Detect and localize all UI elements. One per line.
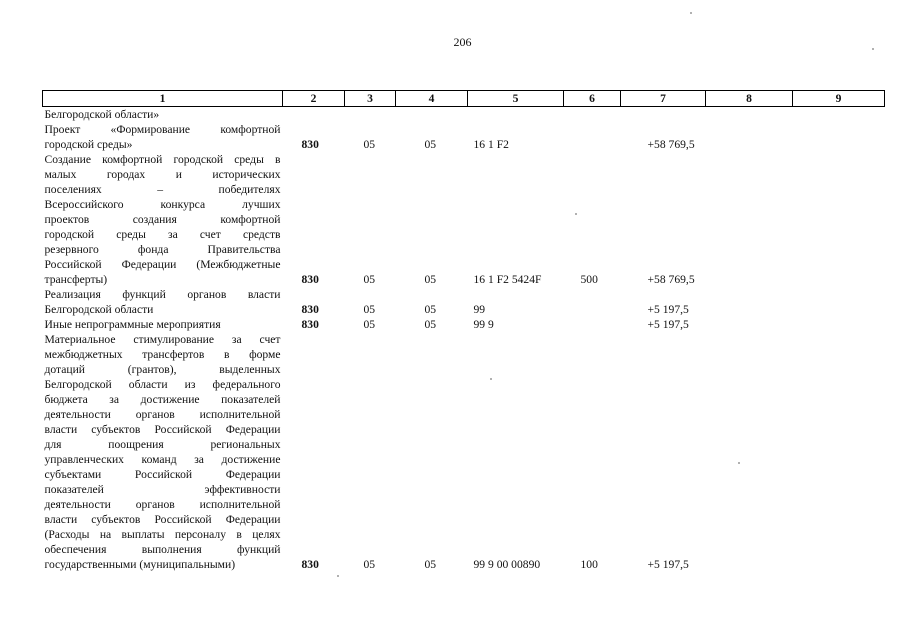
cell-c7: +58 769,5 [647,273,695,286]
budget-table [42,90,885,572]
cell-c9 [793,317,885,332]
column-header: 4 [396,91,468,107]
description-line: резервного фонда Правительства [44,243,281,256]
cell-c3: 05 [363,318,376,331]
cell-c7 [621,107,706,123]
description-line: Белгородской области» [44,108,160,121]
cell-c3: 05 [363,558,376,571]
cell-c2: 830 [301,558,319,571]
cell-c3 [345,107,396,123]
table-row [43,287,885,317]
column-header: 6 [564,91,621,107]
scan-speck [337,575,339,577]
header-row [43,91,885,107]
description-line: городской среды» [44,138,133,151]
cell-c6: 100 [580,558,598,571]
description-line: Всероссийского конкурса лучших [44,198,281,211]
column-header: 8 [706,91,793,107]
cell-c5: 99 9 00 00890 [473,558,541,571]
description-line: показателей эффективности [44,483,281,496]
description-line: государственными (муниципальными) [44,558,236,571]
description-line: межбюджетных трансфертов в форме [44,348,281,361]
description-line: Реализация функций органов власти [44,288,281,301]
column-header: 1 [43,91,283,107]
cell-c5 [468,107,564,123]
column-header: 2 [283,91,345,107]
description-line: субъектами Российской Федерации [44,468,281,481]
description-line: управленческих команд за достижение [44,453,281,466]
description-line: трансферты) [44,273,108,286]
cell-c2 [283,107,345,123]
row-description [43,152,283,287]
description-line: Материальное стимулирование за счет [44,333,281,346]
description-line: Создание комфортной городской среды в [44,153,281,166]
column-header: 3 [345,91,396,107]
table-row [43,152,885,287]
description-line: бюджета за достижение показателей [44,393,281,406]
description-line: власти субъектов Российской Федерации [44,423,281,436]
description-line: поселениях – победителях [44,183,281,196]
cell-c6 [564,287,621,317]
cell-c9 [793,152,885,287]
cell-c7: +5 197,5 [647,558,689,571]
row-description [43,332,283,572]
description-line: Проект «Формирование комфортной [44,123,281,136]
cell-c4: 05 [424,318,437,331]
cell-c5: 99 9 [473,318,494,331]
cell-c2: 830 [301,318,319,331]
page-number: 206 [453,35,472,49]
description-line: (Расходы на выплаты персоналу в целях [44,528,281,541]
cell-c8 [706,152,793,287]
cell-c4: 05 [424,303,437,316]
cell-c8 [706,107,793,123]
cell-c3: 05 [363,303,376,316]
row-description [43,287,283,317]
cell-c4: 05 [424,273,437,286]
description-line: городской среды за счет средств [44,228,281,241]
cell-c4: 05 [424,558,437,571]
description-line: для поощрения региональных [44,438,281,451]
cell-c2: 830 [301,303,319,316]
cell-c4 [396,107,468,123]
cell-c9 [793,107,885,123]
scan-speck [872,48,874,50]
cell-c7: +5 197,5 [647,303,689,316]
cell-c2: 830 [301,138,319,151]
table-row [43,107,885,123]
description-line: Иные непрограммные мероприятия [44,318,221,331]
description-line: власти субъектов Российской Федерации [44,513,281,526]
description-line: Российской Федерации (Межбюджетные [44,258,281,271]
table-row [43,332,885,572]
description-line: Белгородской области [44,303,154,316]
cell-c8 [706,287,793,317]
column-header: 9 [793,91,885,107]
description-line: проектов создания комфортной [44,213,281,226]
cell-c6 [564,122,621,152]
cell-c6 [564,317,621,332]
row-description [43,122,283,152]
description-line: дотаций (грантов), выделенных [44,363,281,376]
cell-c7: +5 197,5 [647,318,689,331]
cell-c9 [793,122,885,152]
description-line: обеспечения выполнения функций [44,543,281,556]
row-description [43,107,283,123]
column-header: 5 [468,91,564,107]
cell-c8 [706,332,793,572]
cell-c5: 99 [473,303,486,316]
cell-c5: 16 1 F2 [473,138,509,151]
description-line: малых городах и исторических [44,168,281,181]
table-body [43,107,885,573]
scan-speck [690,12,692,14]
table-row [43,122,885,152]
description-line: Белгородской области из федерального [44,378,281,391]
cell-c8 [706,122,793,152]
cell-c2: 830 [301,273,319,286]
row-description [43,317,283,332]
cell-c3: 05 [363,273,376,286]
cell-c3: 05 [363,138,376,151]
cell-c9 [793,287,885,317]
cell-c4: 05 [424,138,437,151]
cell-c6 [564,107,621,123]
description-line: деятельности органов исполнительной [44,498,281,511]
cell-c7: +58 769,5 [647,138,695,151]
scan-speck [490,378,492,380]
cell-c8 [706,317,793,332]
cell-c9 [793,332,885,572]
column-header: 7 [621,91,706,107]
description-line: деятельности органов исполнительной [44,408,281,421]
scan-speck [738,462,740,464]
cell-c6: 500 [580,273,598,286]
table-row [43,317,885,332]
scan-speck [575,213,577,215]
cell-c5: 16 1 F2 5424F [473,273,542,286]
